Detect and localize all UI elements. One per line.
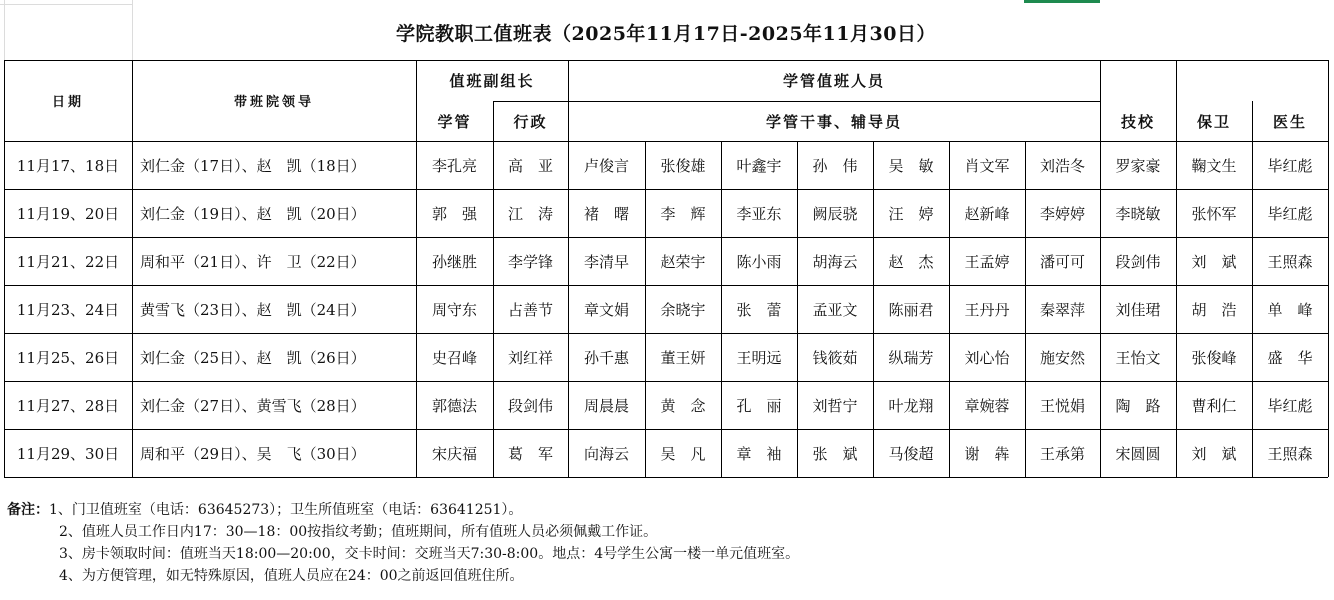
row-date: 11月19、20日: [16, 204, 120, 223]
row-staff: 马俊超: [888, 444, 934, 463]
row-jixiao: 陶 路: [1115, 396, 1161, 415]
row-staff: 向海云: [583, 444, 629, 463]
row-xingzheng: 葛 军: [507, 444, 553, 463]
row-staff: 董王妍: [660, 348, 706, 367]
row-leader: 刘仁金（17日）、赵 凯（18日）: [140, 156, 366, 175]
row-staff: 秦翠萍: [1039, 300, 1085, 319]
header-vice-group: 值班副组长: [449, 72, 535, 90]
note-line-1: 1、门卫值班室（电话：63645273）；卫生所值班室（电话：63641251）。: [49, 502, 523, 518]
row-staff: 余晓宇: [660, 300, 706, 319]
row-staff: 孙 伟: [812, 156, 858, 175]
row-xueguan: 孙继胜: [431, 252, 477, 271]
row-staff: 张俊雄: [660, 156, 706, 175]
row-staff: 刘哲宁: [812, 396, 858, 415]
row-yisheng: 毕红彪: [1267, 204, 1313, 223]
row-xingzheng: 刘红祥: [507, 348, 553, 367]
row-staff: 阙辰骁: [812, 204, 858, 223]
row-staff: 章婉蓉: [964, 396, 1010, 415]
notes-section: [7, 499, 799, 587]
header-leader: 带班院领导: [233, 95, 314, 110]
table-title: 学院教职工值班表（2025年11月17日-2025年11月30日）: [396, 22, 936, 45]
row-staff: 叶龙翔: [888, 396, 934, 415]
row-leader: 周和平（29日）、吴 飞（30日）: [140, 444, 366, 463]
row-staff: 张 斌: [812, 444, 858, 463]
row-staff: 陈小雨: [736, 252, 782, 271]
header-date: 日期: [51, 95, 84, 110]
row-staff: 吴 敏: [888, 156, 934, 175]
row-jixiao: 李晓敏: [1115, 204, 1161, 223]
row-date: 11月25、26日: [16, 348, 120, 367]
row-staff: 孔 丽: [736, 396, 782, 415]
row-baowei: 刘 斌: [1191, 252, 1237, 271]
row-staff: 王明远: [736, 348, 782, 367]
row-xingzheng: 段剑伟: [507, 396, 553, 415]
row-staff: 周晨晨: [583, 396, 629, 415]
row-yisheng: 王照森: [1267, 252, 1313, 271]
row-staff: 黄 念: [660, 396, 706, 415]
header-xingzheng: 行政: [513, 112, 548, 131]
row-baowei: 张怀军: [1191, 204, 1237, 223]
row-leader: 刘仁金（27日）、黄雪飞（28日）: [140, 396, 366, 415]
row-staff: 李 辉: [660, 204, 706, 223]
row-date: 11月23、24日: [16, 300, 120, 319]
row-yisheng: 盛 华: [1267, 348, 1313, 367]
row-staff: 叶鑫宇: [736, 156, 782, 175]
row-baowei: 曹利仁: [1191, 396, 1237, 415]
row-staff: 谢 犇: [964, 444, 1010, 463]
header-baowei: 保卫: [1196, 112, 1231, 131]
header-jixiao: 技校: [1120, 112, 1155, 131]
row-staff: 赵 杰: [888, 252, 934, 271]
row-yisheng: 王照森: [1267, 444, 1313, 463]
row-staff: 刘心怡: [964, 348, 1010, 367]
row-xueguan: 宋庆福: [431, 444, 477, 463]
row-jixiao: 罗家豪: [1115, 156, 1161, 175]
header-student-duty: 学管值班人员: [782, 72, 885, 90]
row-date: 11月27、28日: [16, 396, 120, 415]
row-staff: 王丹丹: [964, 300, 1010, 319]
row-staff: 王承第: [1039, 444, 1085, 463]
row-staff: 施安然: [1039, 348, 1085, 367]
row-baowei: 鞠文生: [1191, 156, 1237, 175]
row-staff: 潘可可: [1039, 252, 1085, 271]
sheet-tab-indicator: [1024, 0, 1100, 3]
row-staff: 胡海云: [812, 252, 858, 271]
row-staff: 赵荣宇: [660, 252, 706, 271]
row-xingzheng: 占善节: [507, 300, 553, 319]
row-leader: 刘仁金（19日）、赵 凯（20日）: [140, 204, 366, 223]
row-staff: 李清早: [583, 252, 629, 271]
row-leader: 黄雪飞（23日）、赵 凯（24日）: [140, 300, 366, 319]
row-jixiao: 段剑伟: [1115, 252, 1161, 271]
row-staff: 吴 凡: [660, 444, 706, 463]
row-xingzheng: 高 亚: [507, 156, 553, 175]
row-date: 11月17、18日: [16, 156, 120, 175]
row-staff: 陈丽君: [888, 300, 934, 319]
note-line-2: 2、值班人员工作日内17：30—18：00按指纹考勤；值班期间，所有值班人员必须佩戴工作证。: [59, 524, 658, 540]
row-staff: 孙千惠: [583, 348, 629, 367]
row-staff: 李亚东: [736, 204, 782, 223]
table-border: [1328, 60, 1329, 477]
note-line-3: 3、房卡领取时间：值班当天18:00—20:00，交卡时间：交班当天7:30-8:00。地点：4号学生公寓一楼一单元值班室。: [59, 546, 800, 562]
row-staff: 王孟婷: [964, 252, 1010, 271]
row-xingzheng: 江 涛: [507, 204, 553, 223]
row-staff: 王悦娟: [1039, 396, 1085, 415]
row-staff: 钱筱茹: [812, 348, 858, 367]
row-baowei: 张俊峰: [1191, 348, 1237, 367]
row-staff: 张 蕾: [736, 300, 782, 319]
row-baowei: 胡 浩: [1191, 300, 1237, 319]
row-xueguan: 郭 强: [431, 204, 477, 223]
row-xueguan: 郭德法: [431, 396, 477, 415]
row-yisheng: 毕红彪: [1267, 396, 1313, 415]
row-leader: 周和平（21日）、许 卫（22日）: [140, 252, 366, 271]
row-staff: 章文娟: [583, 300, 629, 319]
row-date: 11月21、22日: [16, 252, 120, 271]
table-border: [4, 477, 1328, 478]
row-baowei: 刘 斌: [1191, 444, 1237, 463]
row-xingzheng: 李学锋: [507, 252, 553, 271]
notes-label: 备注：: [7, 502, 49, 518]
row-staff: 汪 婷: [888, 204, 934, 223]
row-staff: 卢俊言: [583, 156, 629, 175]
header-xueguan: 学管: [437, 112, 472, 131]
row-staff: 肖文军: [964, 156, 1010, 175]
row-staff: 赵新峰: [964, 204, 1010, 223]
row-staff: 孟亚文: [812, 300, 858, 319]
row-xueguan: 史召峰: [431, 348, 477, 367]
row-date: 11月29、30日: [16, 444, 120, 463]
header-cadres: 学管干事、辅导员: [765, 112, 902, 131]
row-xueguan: 李孔亮: [431, 156, 477, 175]
note-line-4: 4、为方便管理，如无特殊原因，值班人员应在24：00之前返回值班住所。: [59, 568, 524, 584]
row-staff: 刘浩冬: [1039, 156, 1085, 175]
row-staff: 李婷婷: [1039, 204, 1085, 223]
row-staff: 章 袖: [736, 444, 782, 463]
row-staff: 褚 曙: [583, 204, 629, 223]
row-xueguan: 周守东: [431, 300, 477, 319]
row-staff: 纵瑞芳: [888, 348, 934, 367]
row-jixiao: 宋圆圆: [1115, 444, 1161, 463]
row-leader: 刘仁金（25日）、赵 凯（26日）: [140, 348, 366, 367]
header-yisheng: 医生: [1272, 112, 1307, 131]
row-jixiao: 王怡文: [1115, 348, 1161, 367]
row-yisheng: 单 峰: [1267, 300, 1313, 319]
row-jixiao: 刘佳珺: [1115, 300, 1161, 319]
row-yisheng: 毕红彪: [1267, 156, 1313, 175]
